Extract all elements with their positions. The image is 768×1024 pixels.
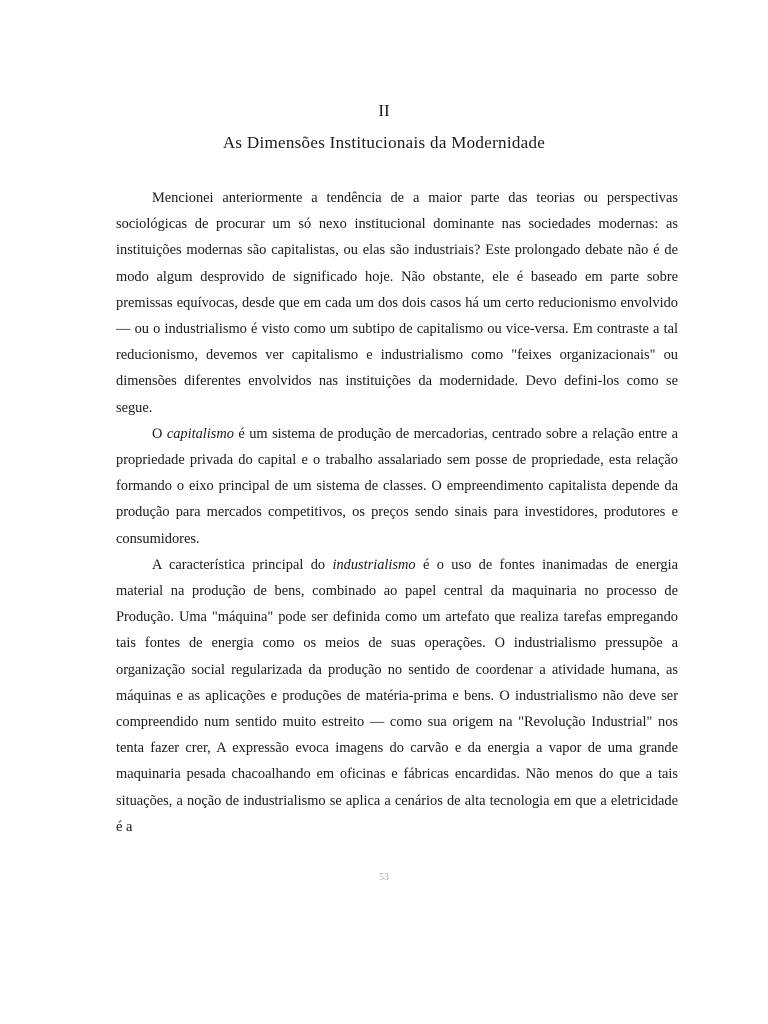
chapter-title: As Dimensões Institucionais da Modernidade <box>222 133 546 152</box>
term-capitalismo: capitalismo <box>166 425 234 442</box>
paragraph-2 <box>116 421 678 552</box>
paragraph-3-lead: A característica principal do <box>152 556 333 573</box>
paragraph-2-rest: é um sistema de produção de mercadorias, centrado sobre a relação entre a propriedade privada do capital e o trabalho assalariado sem posse de propriedade, esta relação formando o eixo principal de um sistema de classes. O empreendimento capitalista depende da produção para mercados competitivos, os preços sendo sinais para investidores, produtores e consumidores. <box>116 425 678 547</box>
paragraph-3 <box>116 552 678 840</box>
paragraph-3-rest: é o uso de fontes inanimadas de energia material na produção de bens, combinado ao papel central da maquinaria no processo de Produção. Uma "máquina" pode ser definida como um artefato que realiza tarefas empregando tais fontes de energia como os meios de suas operações. O industrialismo pressupõe a organização social regularizada da produção no sentido de coordenar a atividade humana, as máquinas e as aplicações e produções de matéria-prima e bens. O industrialismo não deve ser compreendido num sentido muito estreito — como sua origem na "Revolução Industrial" nos tenta fazer crer, A expressão evoca imagens do carvão e da energia a vapor de uma grande maquinaria pesada chacoalhando em oficinas e fábricas encardidas. Não menos do que a tais situações, a noção de industrialismo se aplica a cenários de alta tecnologia em que a eletricidade é a <box>116 556 678 835</box>
body-text <box>116 185 678 840</box>
paragraph-1: Mencionei anteriormente a tendência de a maior parte das teorias ou perspectivas sociológicas de procurar um só nexo institucional dominante nas sociedades modernas: as instituições modernas são capitalistas, ou elas são industriais? Este prolongado debate não é de modo algum desprovido de significado hoje. Não obstante, ele é baseado em parte sobre premissas equívocas, desde que em cada um dos dois casos há um certo reducionismo envolvido — ou o industrialismo é visto como um subtipo de capitalismo ou vice-versa. Em contraste a tal reducionismo, devemos ver capitalismo e industrialismo como "feixes organizacionais" ou dimensões diferentes envolvidos nas instituições da modernidade. Devo defini-los como se segue. <box>116 190 678 416</box>
paragraph-2-lead: O <box>152 425 167 442</box>
page-number: 53 <box>379 872 389 883</box>
term-industrialismo: industrialismo <box>332 556 416 573</box>
chapter-number: II <box>378 101 390 120</box>
